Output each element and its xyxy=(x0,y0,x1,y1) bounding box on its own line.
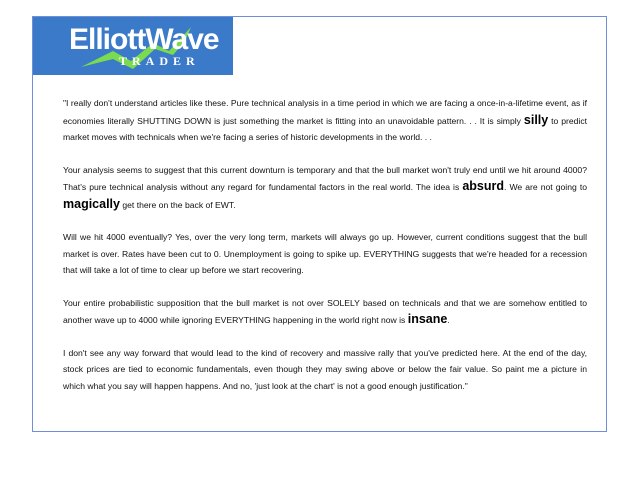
paragraph-2-text-end: get there on the back of EWT. xyxy=(122,199,236,210)
emphasis-silly: silly xyxy=(523,112,549,127)
quote-body xyxy=(63,95,587,410)
emphasis-insane: insane xyxy=(407,312,448,326)
paragraph-1-text-end: to predict market moves with technicals when we're facing a series of historic developments in the world. . . xyxy=(63,115,588,142)
emphasis-magically: magically xyxy=(63,196,120,211)
paragraph-2 xyxy=(63,162,587,214)
paragraph-4-text: Your entire probabilistic supposition that the bull market is not over SOLELY based on technicals and that we are somehow entitled to another wave up to 4000 while ignoring EVERYTHING happening in the world right now is xyxy=(63,297,587,325)
logo-word-wave: Wave xyxy=(145,23,219,56)
paragraph-2-text-mid: . We are not going to xyxy=(504,182,588,192)
elliott-wave-trader-logo xyxy=(33,17,233,75)
paragraph-4 xyxy=(63,295,587,329)
paragraph-3 xyxy=(63,229,587,279)
paragraph-4-text-end: . xyxy=(447,315,450,325)
logo-word-elliott: Elliott xyxy=(69,23,146,56)
paragraph-5-text: I don't see any way forward that would lead to the kind of recovery and massive rally that you've predicted here. At the end of the day, stock prices are tied to economic fundamentals, even though they may swing above or below the fair value. So paint me a picture in which what you say will happen happens. And no, 'just look at the chart' is not a good enough justification." xyxy=(63,347,587,391)
paragraph-2-text: Your analysis seems to suggest that this current downturn is temporary and that the bull market won't truly end until we hit around 4000? That's pure technical analysis without any regard for fundamental factors in the real world. The idea is xyxy=(63,164,587,192)
emphasis-absurd: absurd xyxy=(462,179,505,193)
paragraph-3-text: Will we hit 4000 eventually? Yes, over the very long term, markets will always go up. However, current conditions suggest that the bull market is over. Rates have been cut to 0. Unemployment is going to spike up. EVERYTHING suggests that we're headed for a recession that will take a lot of time to clear up before we start recovering. xyxy=(63,232,587,275)
quote-frame xyxy=(32,16,607,432)
logo-subtitle: TRADER xyxy=(119,54,200,68)
logo-wordmark xyxy=(69,23,219,57)
paragraph-1 xyxy=(63,95,587,146)
paragraph-5 xyxy=(63,345,587,395)
paragraph-1-text: "I really don't understand articles like these. Pure technical analysis in a time period in which we are facing a once-in-a-lifetime event, as if economies literally SHUTTING DOWN is just something the market is fitting into an unavoidable pattern. . . It is simply xyxy=(63,98,587,126)
